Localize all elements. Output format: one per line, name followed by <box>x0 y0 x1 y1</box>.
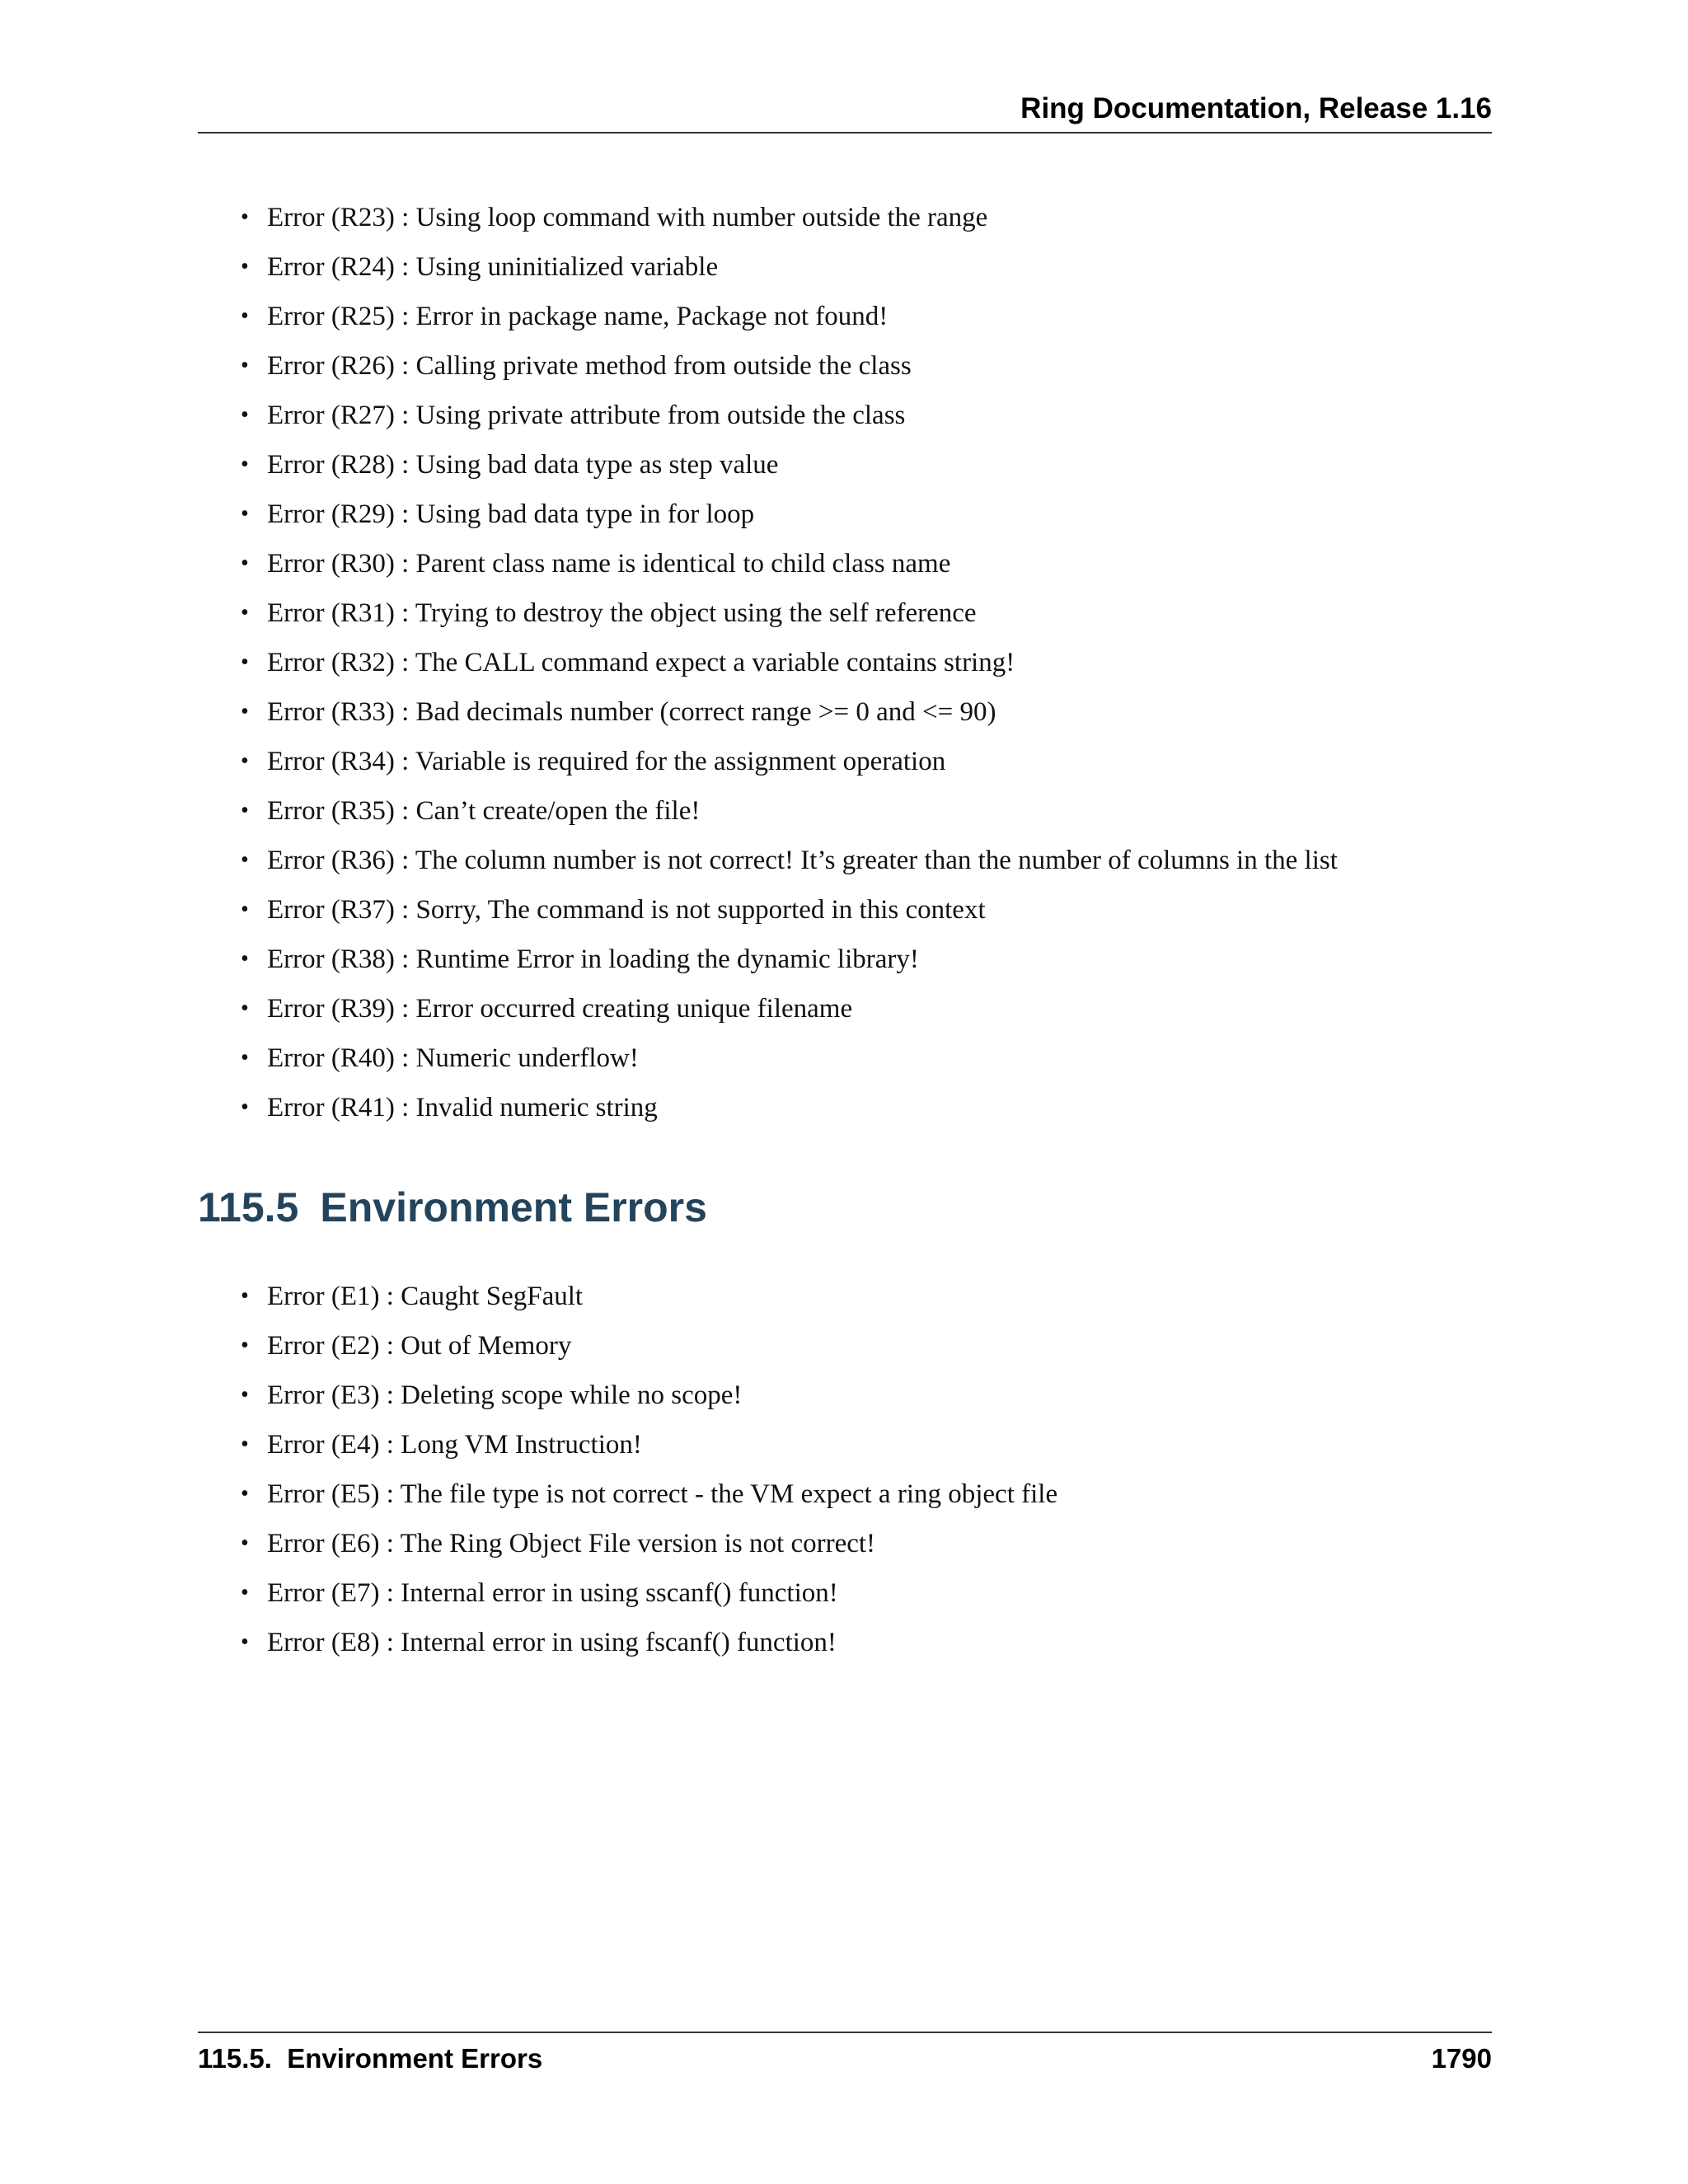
list-item-text: Error (R30) : Parent class name is identical to child class name <box>267 549 951 579</box>
page-number: 1790 <box>1431 2043 1492 2074</box>
list-item-text: Error (E2) : Out of Memory <box>267 1331 572 1361</box>
list-item-text: Error (R28) : Using bad data type as step value <box>267 450 779 480</box>
list-item <box>239 440 1338 490</box>
bullet-icon: • <box>241 452 249 477</box>
bullet-icon: • <box>241 254 249 279</box>
list-item <box>239 1083 1338 1132</box>
list-item <box>239 1618 1057 1667</box>
list-item-text: Error (R29) : Using bad data type in for loop <box>267 499 755 529</box>
bullet-icon: • <box>241 600 249 626</box>
list-item-text: Error (R36) : The column number is not correct! It’s greater than the number of columns in the list <box>267 846 1338 875</box>
page-header <box>198 91 1492 134</box>
bullet-icon: • <box>241 897 249 922</box>
bullet-icon: • <box>241 1629 249 1655</box>
bullet-icon: • <box>241 1333 249 1358</box>
list-item-text: Error (E1) : Caught SegFault <box>267 1282 584 1311</box>
bullet-icon: • <box>241 847 249 873</box>
list-item <box>239 341 1338 391</box>
list-item <box>239 1321 1057 1371</box>
list-item <box>239 539 1338 588</box>
list-item <box>239 1272 1057 1321</box>
bullet-icon: • <box>241 1283 249 1309</box>
section-number: 115.5 <box>198 1184 299 1230</box>
list-item <box>239 193 1338 242</box>
bullet-icon: • <box>241 1530 249 1556</box>
bullet-icon: • <box>241 946 249 972</box>
list-item <box>239 786 1338 836</box>
page-footer <box>198 2032 1492 2083</box>
list-item-text: Error (E4) : Long VM Instruction! <box>267 1430 642 1460</box>
list-item-text: Error (R33) : Bad decimals number (correct range >= 0 and <= 90) <box>267 697 996 727</box>
list-item <box>239 242 1338 292</box>
list-item <box>239 1469 1057 1519</box>
list-item <box>239 1420 1057 1469</box>
list-item <box>239 737 1338 786</box>
list-item <box>239 292 1338 341</box>
list-item <box>239 1519 1057 1568</box>
list-item-text: Error (R27) : Using private attribute from outside the class <box>267 401 906 430</box>
list-item <box>239 1371 1057 1420</box>
footer-section-label: 115.5. Environment Errors <box>198 2043 543 2074</box>
list-item-text: Error (E6) : The Ring Object File version is not correct! <box>267 1529 876 1558</box>
list-item-text: Error (R26) : Calling private method from outside the class <box>267 351 912 381</box>
environment-errors-list <box>239 1272 1057 1667</box>
list-item <box>239 687 1338 737</box>
list-item <box>239 638 1338 687</box>
list-item <box>239 836 1338 885</box>
section-title: Environment Errors <box>320 1184 707 1230</box>
bullet-icon: • <box>241 699 249 724</box>
list-item <box>239 588 1338 638</box>
bullet-icon: • <box>241 303 249 329</box>
bullet-icon: • <box>241 353 249 378</box>
list-item-text: Error (R40) : Numeric underflow! <box>267 1043 639 1073</box>
list-item-text: Error (R41) : Invalid numeric string <box>267 1093 658 1122</box>
bullet-icon: • <box>241 1382 249 1408</box>
list-item <box>239 490 1338 539</box>
bullet-icon: • <box>241 649 249 675</box>
list-item-text: Error (R37) : Sorry, The command is not supported in this context <box>267 895 986 925</box>
bullet-icon: • <box>241 1432 249 1457</box>
bullet-icon: • <box>241 501 249 527</box>
bullet-icon: • <box>241 1580 249 1605</box>
list-item <box>239 1568 1057 1618</box>
list-item-text: Error (E3) : Deleting scope while no scope! <box>267 1380 743 1410</box>
bullet-icon: • <box>241 748 249 774</box>
list-item-text: Error (R35) : Can’t create/open the file! <box>267 796 701 826</box>
list-item-text: Error (R32) : The CALL command expect a variable contains string! <box>267 648 1015 677</box>
section-heading <box>198 1183 707 1231</box>
bullet-icon: • <box>241 402 249 428</box>
list-item <box>239 984 1338 1033</box>
bullet-icon: • <box>241 551 249 576</box>
list-item-text: Error (R25) : Error in package name, Package not found! <box>267 302 889 331</box>
list-item <box>239 935 1338 984</box>
bullet-icon: • <box>241 798 249 823</box>
bullet-icon: • <box>241 1481 249 1507</box>
bullet-icon: • <box>241 996 249 1021</box>
list-item-text: Error (R34) : Variable is required for the assignment operation <box>267 747 946 776</box>
bullet-icon: • <box>241 1094 249 1120</box>
list-item <box>239 1033 1338 1083</box>
document-title: Ring Documentation, Release 1.16 <box>1020 92 1492 124</box>
list-item-text: Error (R24) : Using uninitialized variable <box>267 252 719 282</box>
bullet-icon: • <box>241 1045 249 1071</box>
list-item <box>239 391 1338 440</box>
list-item-text: Error (R31) : Trying to destroy the object using the self reference <box>267 598 977 628</box>
list-item <box>239 885 1338 935</box>
list-item-text: Error (E7) : Internal error in using sscanf() function! <box>267 1578 838 1608</box>
bullet-icon: • <box>241 204 249 230</box>
list-item-text: Error (R23) : Using loop command with number outside the range <box>267 203 988 232</box>
runtime-errors-list <box>239 193 1338 1132</box>
list-item-text: Error (E5) : The file type is not correct - the VM expect a ring object file <box>267 1479 1058 1509</box>
list-item-text: Error (R38) : Runtime Error in loading the dynamic library! <box>267 944 919 974</box>
list-item-text: Error (E8) : Internal error in using fscanf() function! <box>267 1628 837 1657</box>
list-item-text: Error (R39) : Error occurred creating unique filename <box>267 994 853 1024</box>
